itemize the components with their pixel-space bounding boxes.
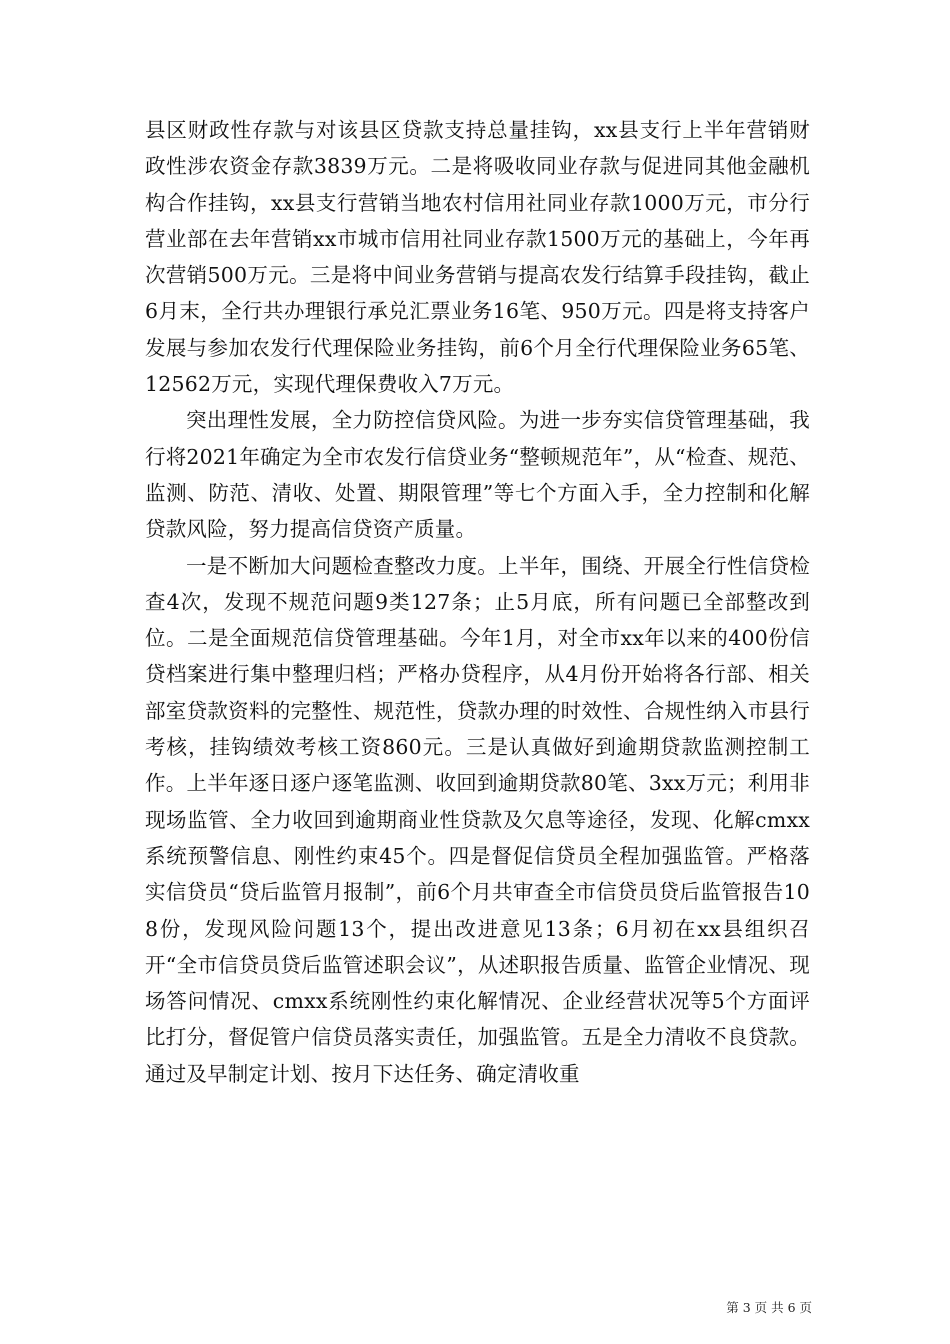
body-paragraph-3: 一是不断加大问题检查整改力度。上半年，围绕、开展全行性信贷检查4次，发现不规范问题9类127条；止5月底，所有问题已全部整改到位。二是全面规范信贷管理基础。今年1月，对全市xx年以来的400份信贷档案进行集中整理归档；严格办贷程序，从4月份开始将各行部、相关部室贷款资料的完整性、规范性，贷款办理的时效性、合规性纳入市县行考核，挂钩绩效考核工资860元。三是认真做好到逾期贷款监测控制工作。上半年逐日逐户逐笔监测、收回到逾期贷款80笔、3xx万元；利用非现场监管、全力收回到逾期商业性贷款及欠息等途径，发现、化解cmxx系统预警信息、刚性约束45个。四是督促信贷员全程加强监管。严格落实信贷员“贷后监管月报制”，前6个月共审查全市信贷员贷后监管报告108份，发现风险问题13个，提出改进意见13条；6月初在xx县组织召开“全市信贷员贷后监管述职会议”，从述职报告质量、监管企业情况、现场答问情况、cmxx系统刚性约束化解情况、企业经营状况等5个方面评比打分，督促管户信贷员落实责任，加强监管。五是全力清收不良贷款。通过及早制定计划、按月下达任务、确定清收重 bbox=[145, 553, 810, 1086]
body-paragraph-1: 县区财政性存款与对该县区贷款支持总量挂钩，xx县支行上半年营销财政性涉农资金存款3839万元。二是将吸收同业存款与促进同其他金融机构合作挂钩，xx县支行营销当地农村信用社同业存款1000万元，市分行营业部在去年营销xx市城市信用社同业存款1500万元的基础上，今年再次营销500万元。三是将中间业务营销与提高农发行结算手段挂钩，截止6月末，全行共办理银行承兑汇票业务16笔、950万元。四是将支持客户发展与参加农发行代理保险业务挂钩，前6个月全行代理保险业务65笔、12562万元，实现代理保费收入7万元。 bbox=[145, 118, 810, 397]
page-number-footer: 第 3 页 共 6 页 bbox=[726, 1300, 812, 1315]
body-paragraph-2: 突出理性发展，全力防控信贷风险。为进一步夯实信贷管理基础，我行将2021年确定为全市农发行信贷业务“整顿规范年”，从“检查、规范、监测、防范、清收、处置、期限管理”等七个方面入手，全力控制和化解贷款风险，努力提高信贷资产质量。 bbox=[145, 408, 810, 542]
document-body bbox=[145, 112, 810, 1092]
